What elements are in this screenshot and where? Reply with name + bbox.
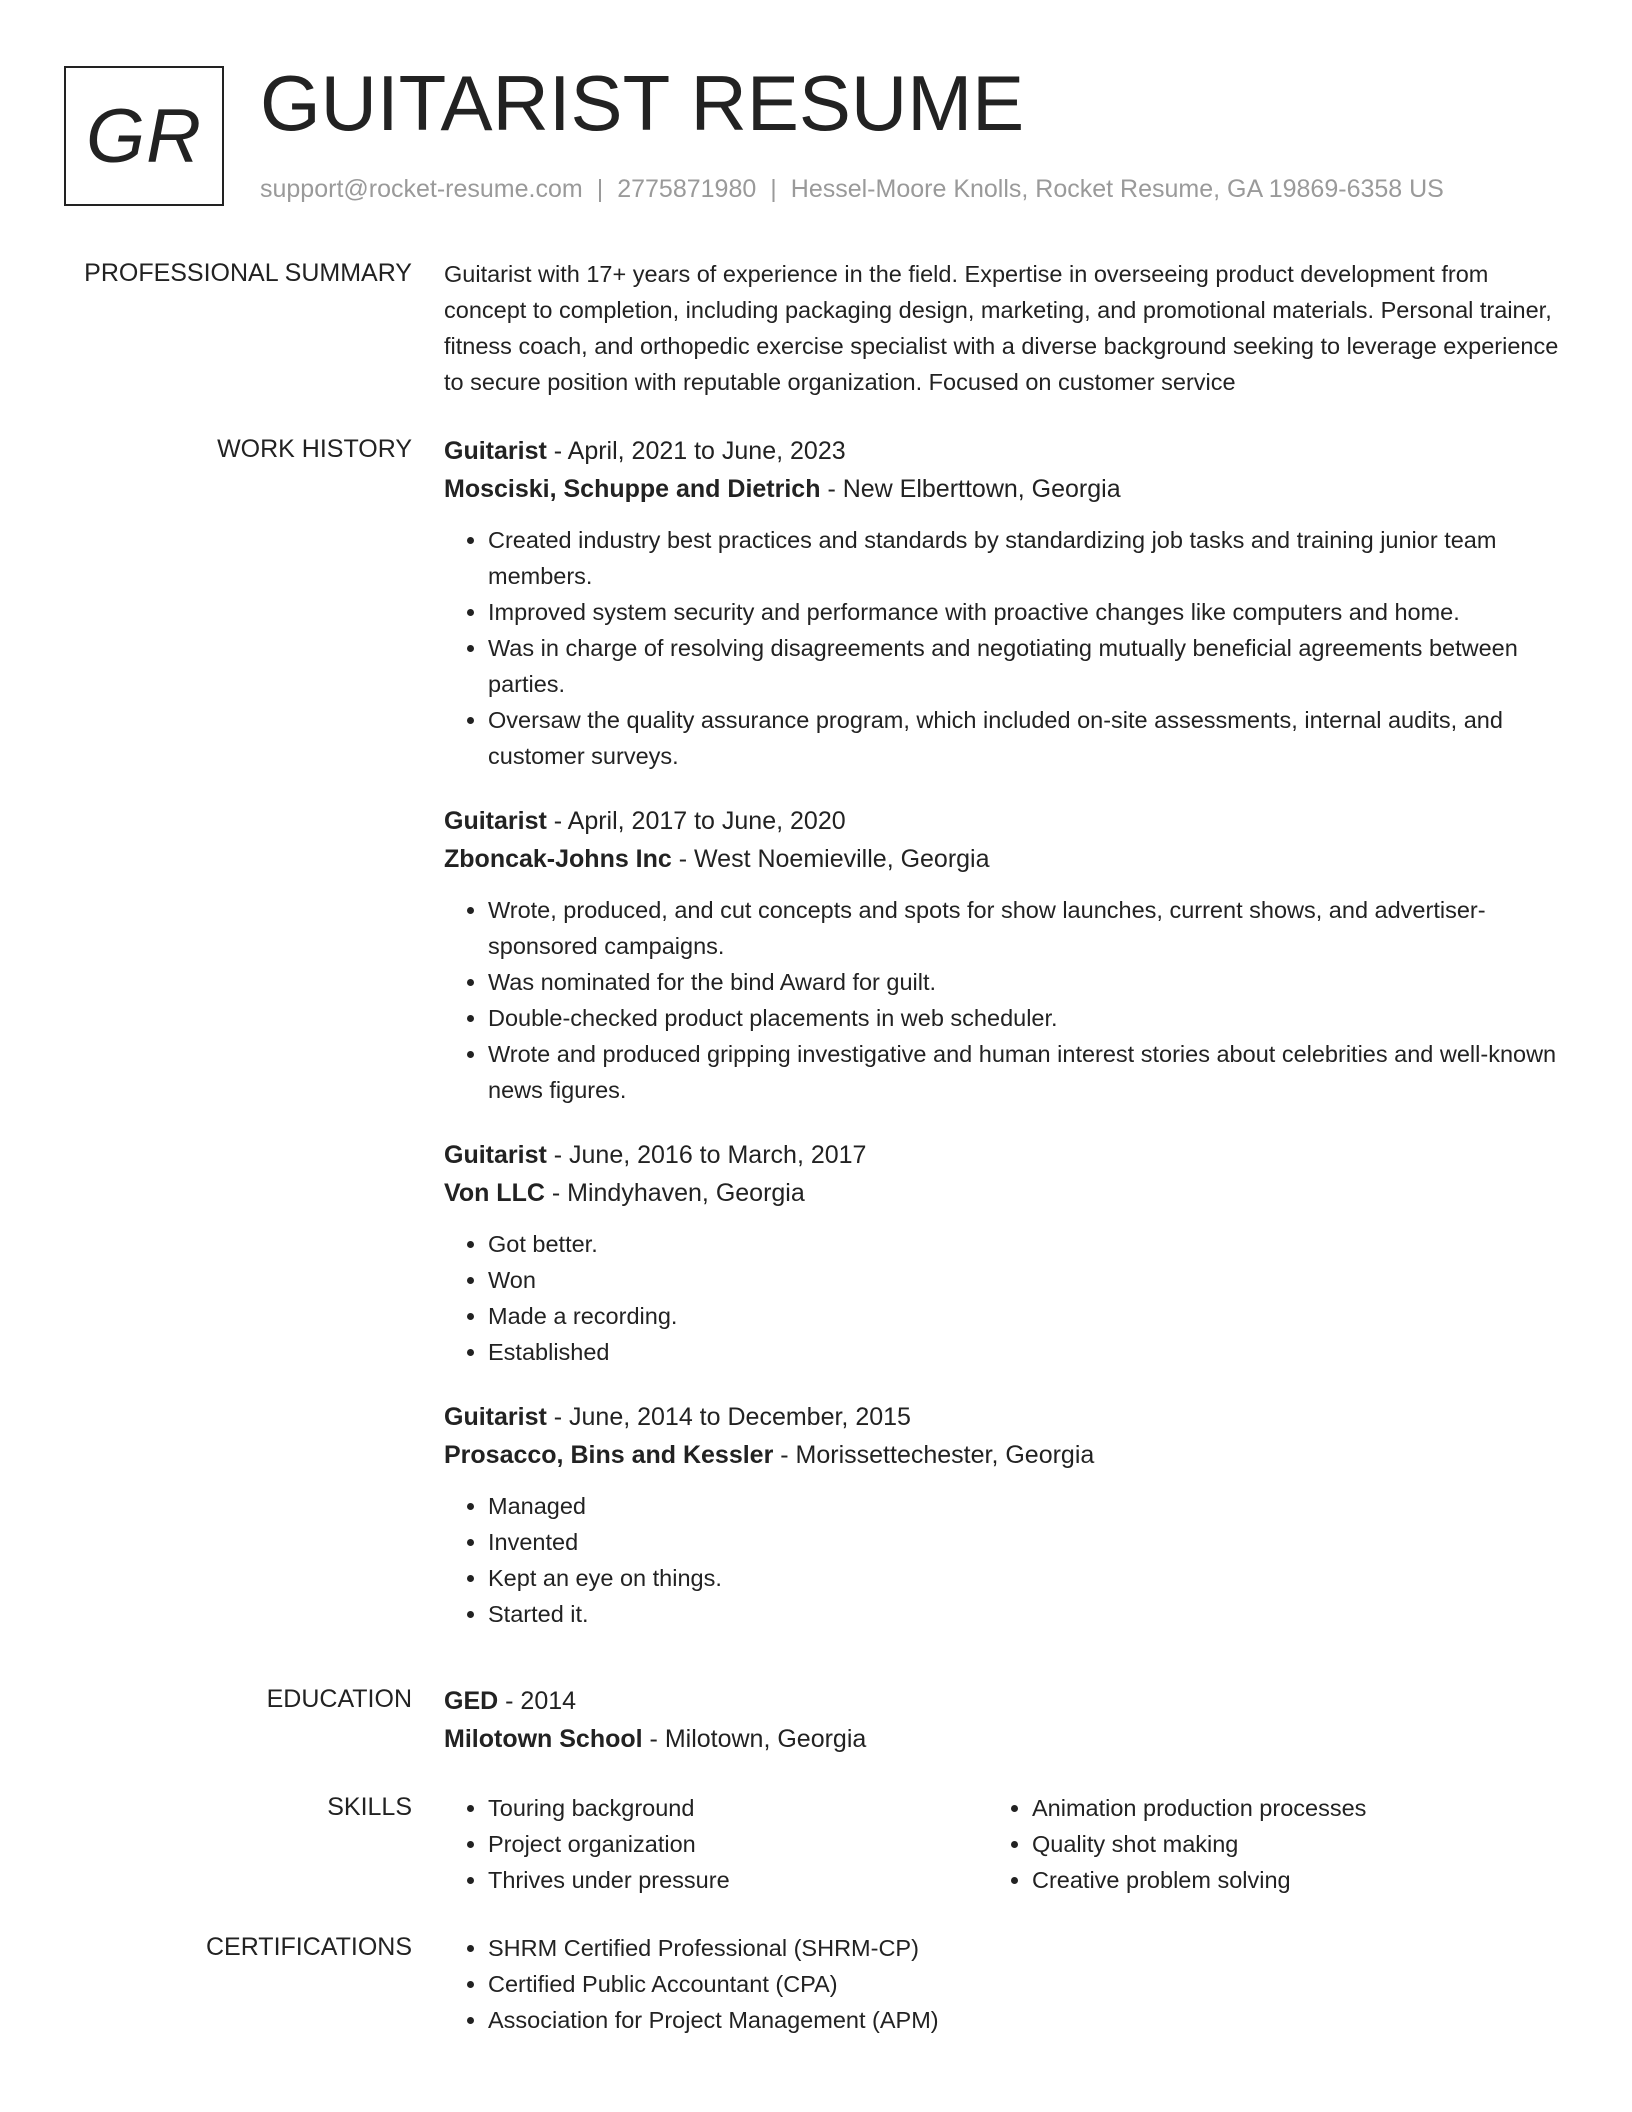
job-bullet: • Kept an eye on things. [488,1560,1564,1596]
contact-line [260,172,1444,206]
section-label: CERTIFICATIONS [205,1933,412,1961]
education-school-line [444,1720,1564,1758]
job-entry [444,802,1564,1108]
job-bullet: • Managed [488,1488,1564,1524]
job-title: Guitarist [444,437,547,465]
skill-item: • Thrives under pressure [488,1862,988,1898]
job-title-line [444,1398,1564,1436]
skill-item: • Creative problem solving [1032,1862,1532,1898]
certification-item: • Certified Public Accountant (CPA) [488,1966,1564,2002]
education-school: Milotown School [444,1725,643,1753]
job-bullet: • Was in charge of resolving disagreements and negotiating mutually beneficial agreements between parties. [488,630,1564,702]
skill-item: • Touring background [488,1790,988,1826]
resume-title: GUITARIST RESUME [260,59,1025,147]
job-bullet: • Started it. [488,1596,1564,1632]
job-bullet: • Improved system security and performance with proactive changes like computers and home. [488,594,1564,630]
job-title: Guitarist [444,1403,547,1431]
contact-address: Hessel-Moore Knolls, Rocket Resume, GA 19869-6358 US [790,175,1444,203]
job-bullets [444,892,1564,1108]
job-company: Von LLC [444,1179,545,1207]
job-company: Prosacco, Bins and Kessler [444,1441,774,1469]
job-entry [444,432,1564,774]
job-company-line [444,840,1564,878]
education-degree-line [444,1682,1564,1720]
job-bullet: • Wrote, produced, and cut concepts and spots for show launches, current shows, and advertiser-sponsored campaigns. [488,892,1564,964]
job-company-line [444,1174,1564,1212]
job-entry [444,1136,1564,1370]
section-label: EDUCATION [266,1685,412,1713]
job-title-line [444,432,1564,470]
job-dates: - April, 2021 to June, 2023 [553,437,846,465]
job-bullet: • Created industry best practices and standards by standardizing job tasks and training junior team members. [488,522,1564,594]
job-title-line [444,1136,1564,1174]
contact-separator: | [770,175,777,203]
education-location: - Milotown, Georgia [649,1725,867,1753]
job-location: - West Noemieville, Georgia [678,845,990,873]
certification-item: • Association for Project Management (APM) [488,2002,1564,2038]
skills-column-2 [988,1790,1532,1898]
job-title: Guitarist [444,807,547,835]
certification-item: • SHRM Certified Professional (SHRM-CP) [488,1930,1564,1966]
jobs-list [444,432,1564,1660]
skill-item: • Quality shot making [1032,1826,1532,1862]
contact-phone[interactable]: 2775871980 [617,175,757,203]
job-bullet: • Double-checked product placements in web scheduler. [488,1000,1564,1036]
job-bullet: • Made a recording. [488,1298,1564,1334]
job-company: Zboncak-Johns Inc [444,845,672,873]
job-dates: - June, 2014 to December, 2015 [553,1403,911,1431]
job-location: - Morissettechester, Georgia [780,1441,1095,1469]
job-entry [444,1398,1564,1632]
job-bullet: • Was nominated for the bind Award for guilt. [488,964,1564,1000]
job-company-line [444,470,1564,508]
section-label: SKILLS [327,1793,412,1821]
job-company-line [444,1436,1564,1474]
skills-column-1 [444,1790,988,1898]
job-location: - Mindyhaven, Georgia [551,1179,805,1207]
job-bullet: • Won [488,1262,1564,1298]
job-location: - New Elberttown, Georgia [827,475,1121,503]
summary-text: Guitarist with 17+ years of experience in the field. Expertise in overseeing product development from concept to completion, including packaging design, marketing, and promotional materials. Personal trainer, fitness coach, and orthopedic exercise specialist with a diverse background seeking to leverage experience to secure position with reputable organization. Focused on customer service [444,261,1559,395]
job-bullets [444,1488,1564,1632]
certifications-list [444,1930,1564,2038]
section-label: PROFESSIONAL SUMMARY [84,259,412,287]
skill-item: • Animation production processes [1032,1790,1532,1826]
section-label: WORK HISTORY [217,435,412,463]
contact-separator: | [596,175,604,203]
education-degree: GED [444,1687,499,1715]
job-bullet: • Got better. [488,1226,1564,1262]
job-bullet: • Invented [488,1524,1564,1560]
job-bullets [444,1226,1564,1370]
job-title-line [444,802,1564,840]
job-dates: - June, 2016 to March, 2017 [553,1141,867,1169]
skill-item: • Project organization [488,1826,988,1862]
job-bullet: • Oversaw the quality assurance program, which included on-site assessments, internal audits, and customer surveys. [488,702,1564,774]
job-title: Guitarist [444,1141,547,1169]
job-company: Mosciski, Schuppe and Dietrich [444,475,821,503]
job-bullet: • Wrote and produced gripping investigative and human interest stories about celebrities and well-known news figures. [488,1036,1564,1108]
monogram-box [64,66,224,206]
education-year: - 2014 [505,1687,577,1715]
job-bullet: • Established [488,1334,1564,1370]
job-bullets [444,522,1564,774]
job-dates: - April, 2017 to June, 2020 [553,807,846,835]
contact-email[interactable]: support@rocket-resume.com [260,175,583,203]
monogram-initials: GR [86,93,202,179]
